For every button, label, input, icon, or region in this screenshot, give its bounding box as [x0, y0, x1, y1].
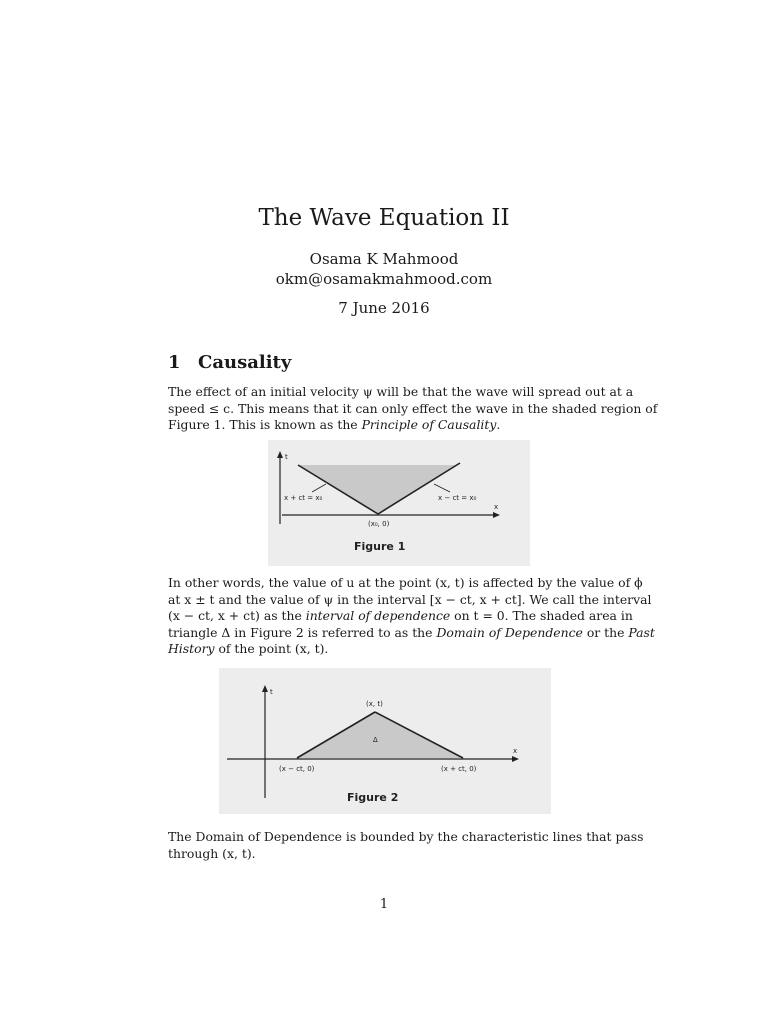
paragraph-line: The Domain of Dependence is bounded by the characteristic lines that pass: [168, 829, 644, 844]
paragraph-line: The effect of an initial velocity ψ will be that the wave will spread out at a: [168, 384, 634, 399]
figure-2-caption: Figure 2: [347, 791, 399, 804]
text-run: Figure 1. This is known as the: [168, 417, 362, 432]
apex-label: (x, t): [366, 700, 383, 708]
section-title: Causality: [198, 352, 292, 373]
right-base-label: (x + ct, 0): [441, 765, 477, 773]
paper-date: 7 June 2016: [338, 299, 430, 317]
domain-of-dependence-region: [297, 712, 463, 758]
x-axis-arrow: [512, 756, 519, 762]
paragraph-line: [168, 641, 600, 658]
paragraph-causality-intro: [168, 384, 658, 434]
t-axis-label: t: [285, 453, 288, 461]
right-line-label: x − ct = x₀: [438, 494, 477, 502]
text-run: on t = 0. The shaded area in: [450, 608, 633, 623]
right-label-pointer: [434, 484, 450, 492]
term-history: History: [168, 641, 215, 656]
text-run: .: [496, 417, 501, 432]
term-past: Past: [628, 624, 655, 640]
left-label-pointer: [312, 484, 326, 492]
term-principle-of-causality: Principle of Causality: [361, 417, 497, 432]
paragraph-line: [168, 417, 600, 434]
left-line-label: x + ct = x₀: [284, 494, 323, 502]
paragraph-line: [168, 608, 633, 625]
figure-2: [219, 668, 551, 814]
section-heading: [168, 352, 291, 373]
paragraph-line: through (x, t).: [168, 845, 256, 861]
figure-1-caption: Figure 1: [354, 540, 406, 553]
paragraph-dependence: [168, 575, 655, 658]
author-email: okm@osamakmahmood.com: [275, 270, 493, 288]
page-number: 1: [379, 897, 389, 912]
t-axis-arrow: [262, 685, 268, 692]
x-axis-label: x: [513, 747, 518, 755]
left-base-label: (x − ct, 0): [279, 765, 315, 773]
paragraph-line: at x ± t and the value of ψ in the interval [x − ct, x + ct]. We call the interval: [168, 591, 652, 607]
paragraph-bounded: [168, 829, 644, 862]
text-run: of the point (x, t).: [214, 641, 329, 656]
paragraph-line: [168, 624, 655, 642]
causality-shaded-region: [298, 465, 458, 514]
x-axis-arrow: [493, 512, 500, 518]
delta-label: Δ: [373, 736, 378, 744]
t-axis-label: t: [270, 688, 273, 696]
text-run: or the: [582, 624, 629, 640]
text-run: (x − ct, x + ct) as the: [168, 608, 306, 623]
paper-title: The Wave Equation II: [258, 205, 510, 231]
t-axis-arrow: [277, 451, 283, 458]
paragraph-line: In other words, the value of u at the point (x, t) is affected by the value of ϕ: [168, 575, 643, 590]
text-run: triangle Δ in Figure 2 is referred to as the: [168, 624, 437, 640]
section-number: 1: [168, 352, 181, 373]
term-interval-of-dependence: interval of dependence: [305, 608, 451, 623]
x-axis-label: x: [494, 503, 499, 511]
author-name: Osama K Mahmood: [309, 250, 459, 268]
figure-1: [268, 440, 530, 566]
vertex-label: (x₀, 0): [368, 520, 390, 528]
term-domain-of-dependence: Domain of Dependence: [436, 624, 583, 640]
paragraph-line: speed ≤ c. This means that it can only effect the wave in the shaded region of: [168, 400, 658, 416]
